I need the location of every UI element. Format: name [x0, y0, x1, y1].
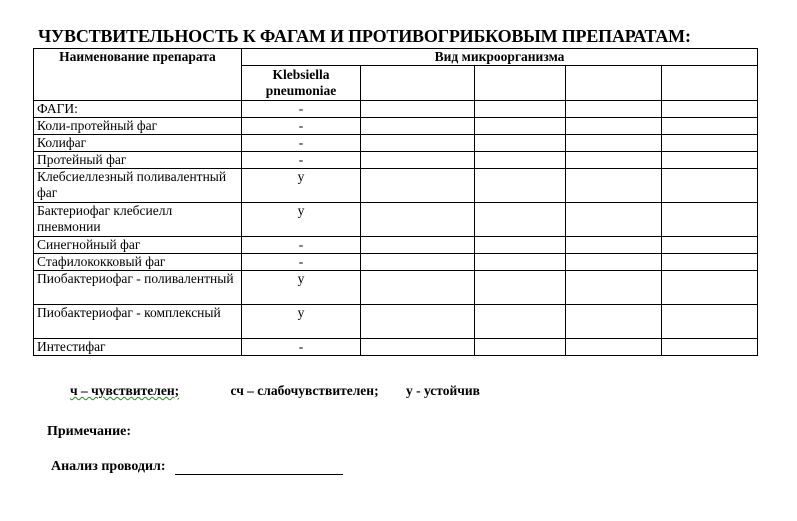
result-cell[interactable] — [662, 169, 758, 203]
table-row — [34, 135, 758, 152]
result-cell[interactable] — [475, 101, 566, 118]
result-cell[interactable]: - — [242, 237, 361, 254]
sensitivity-table — [33, 48, 758, 356]
result-cell[interactable]: - — [242, 152, 361, 169]
signature-line[interactable] — [175, 460, 343, 475]
result-cell[interactable] — [475, 118, 566, 135]
result-cell[interactable] — [662, 203, 758, 237]
result-cell[interactable] — [566, 305, 662, 339]
result-cell[interactable]: у — [242, 305, 361, 339]
result-cell[interactable] — [475, 271, 566, 305]
result-cell[interactable]: у — [242, 271, 361, 305]
organism-column-header — [475, 66, 566, 101]
result-cell[interactable]: - — [242, 118, 361, 135]
drug-name-cell: Стафилококковый фаг — [34, 254, 242, 271]
result-cell[interactable] — [361, 203, 475, 237]
table-row — [34, 254, 758, 271]
drug-name-cell: Пиобактериофаг - поливалентный — [34, 271, 242, 305]
result-cell[interactable] — [662, 118, 758, 135]
result-cell[interactable] — [566, 135, 662, 152]
result-cell[interactable] — [566, 101, 662, 118]
drug-name-cell: Протейный фаг — [34, 152, 242, 169]
page-title: ЧУВСТВИТЕЛЬНОСТЬ К ФАГАМ И ПРОТИВОГРИБКОВЫМ ПРЕПАРАТАМ: — [38, 26, 691, 46]
drug-name-cell: Пиобактериофаг - комплексный — [34, 305, 242, 339]
result-cell[interactable] — [475, 135, 566, 152]
table-body — [34, 101, 758, 356]
result-cell[interactable] — [566, 237, 662, 254]
legend — [70, 383, 504, 399]
result-cell[interactable] — [566, 271, 662, 305]
table-row — [34, 271, 758, 305]
result-cell[interactable]: - — [242, 101, 361, 118]
organism-column-header — [662, 66, 758, 101]
organism-column-header — [361, 66, 475, 101]
result-cell[interactable] — [566, 118, 662, 135]
analysis-label: Анализ проводил: — [51, 459, 166, 474]
drug-name-cell: Синегнойный фаг — [34, 237, 242, 254]
legend-weak: сч – слабочувствителен; — [230, 383, 379, 398]
result-cell[interactable] — [475, 203, 566, 237]
drug-name-cell: Интестифаг — [34, 339, 242, 356]
drug-name-cell: Клебсиеллезный поливалентный фаг — [34, 169, 242, 203]
result-cell[interactable] — [361, 339, 475, 356]
result-cell[interactable] — [475, 237, 566, 254]
result-cell[interactable] — [361, 101, 475, 118]
result-cell[interactable] — [475, 169, 566, 203]
result-cell[interactable] — [566, 254, 662, 271]
drug-name-header: Наименование препарата — [34, 49, 242, 101]
result-cell[interactable]: - — [242, 254, 361, 271]
result-cell[interactable] — [475, 339, 566, 356]
result-cell[interactable] — [361, 271, 475, 305]
legend-sensitive-text: ч – чувствителен; — [70, 383, 180, 398]
legend-sensitive — [70, 383, 203, 398]
result-cell[interactable] — [662, 271, 758, 305]
organism-column-header: Klebsiella pneumoniae — [242, 66, 361, 101]
result-cell[interactable]: у — [242, 203, 361, 237]
table-row — [34, 101, 758, 118]
result-cell[interactable] — [475, 152, 566, 169]
table-row — [34, 169, 758, 203]
legend-resistant: у - устойчив — [405, 383, 480, 398]
result-cell[interactable] — [475, 254, 566, 271]
table-row — [34, 305, 758, 339]
drug-name-cell: ФАГИ: — [34, 101, 242, 118]
result-cell[interactable] — [566, 203, 662, 237]
result-cell[interactable]: у — [242, 169, 361, 203]
table-row — [34, 237, 758, 254]
result-cell[interactable]: - — [242, 135, 361, 152]
drug-name-cell: Колифаг — [34, 135, 242, 152]
result-cell[interactable]: - — [242, 339, 361, 356]
drug-name-cell: Коли-протейный фаг — [34, 118, 242, 135]
analysis-block — [51, 459, 343, 475]
result-cell[interactable] — [361, 254, 475, 271]
table-row — [34, 118, 758, 135]
result-cell[interactable] — [662, 237, 758, 254]
table-row — [34, 203, 758, 237]
result-cell[interactable] — [361, 169, 475, 203]
result-cell[interactable] — [475, 305, 566, 339]
result-cell[interactable] — [361, 135, 475, 152]
table-row — [34, 152, 758, 169]
result-cell[interactable] — [566, 169, 662, 203]
result-cell[interactable] — [361, 237, 475, 254]
result-cell[interactable] — [662, 339, 758, 356]
result-cell[interactable] — [361, 305, 475, 339]
result-cell[interactable] — [361, 152, 475, 169]
result-cell[interactable] — [361, 118, 475, 135]
drug-name-cell: Бактериофаг клебсиелл пневмонии — [34, 203, 242, 237]
table-row — [34, 339, 758, 356]
result-cell[interactable] — [566, 339, 662, 356]
organism-group-header: Вид микроорганизма — [242, 49, 758, 66]
result-cell[interactable] — [566, 152, 662, 169]
result-cell[interactable] — [662, 305, 758, 339]
result-cell[interactable] — [662, 135, 758, 152]
result-cell[interactable] — [662, 101, 758, 118]
result-cell[interactable] — [662, 152, 758, 169]
organism-column-header — [566, 66, 662, 101]
result-cell[interactable] — [662, 254, 758, 271]
note-label: Примечание: — [47, 424, 132, 439]
